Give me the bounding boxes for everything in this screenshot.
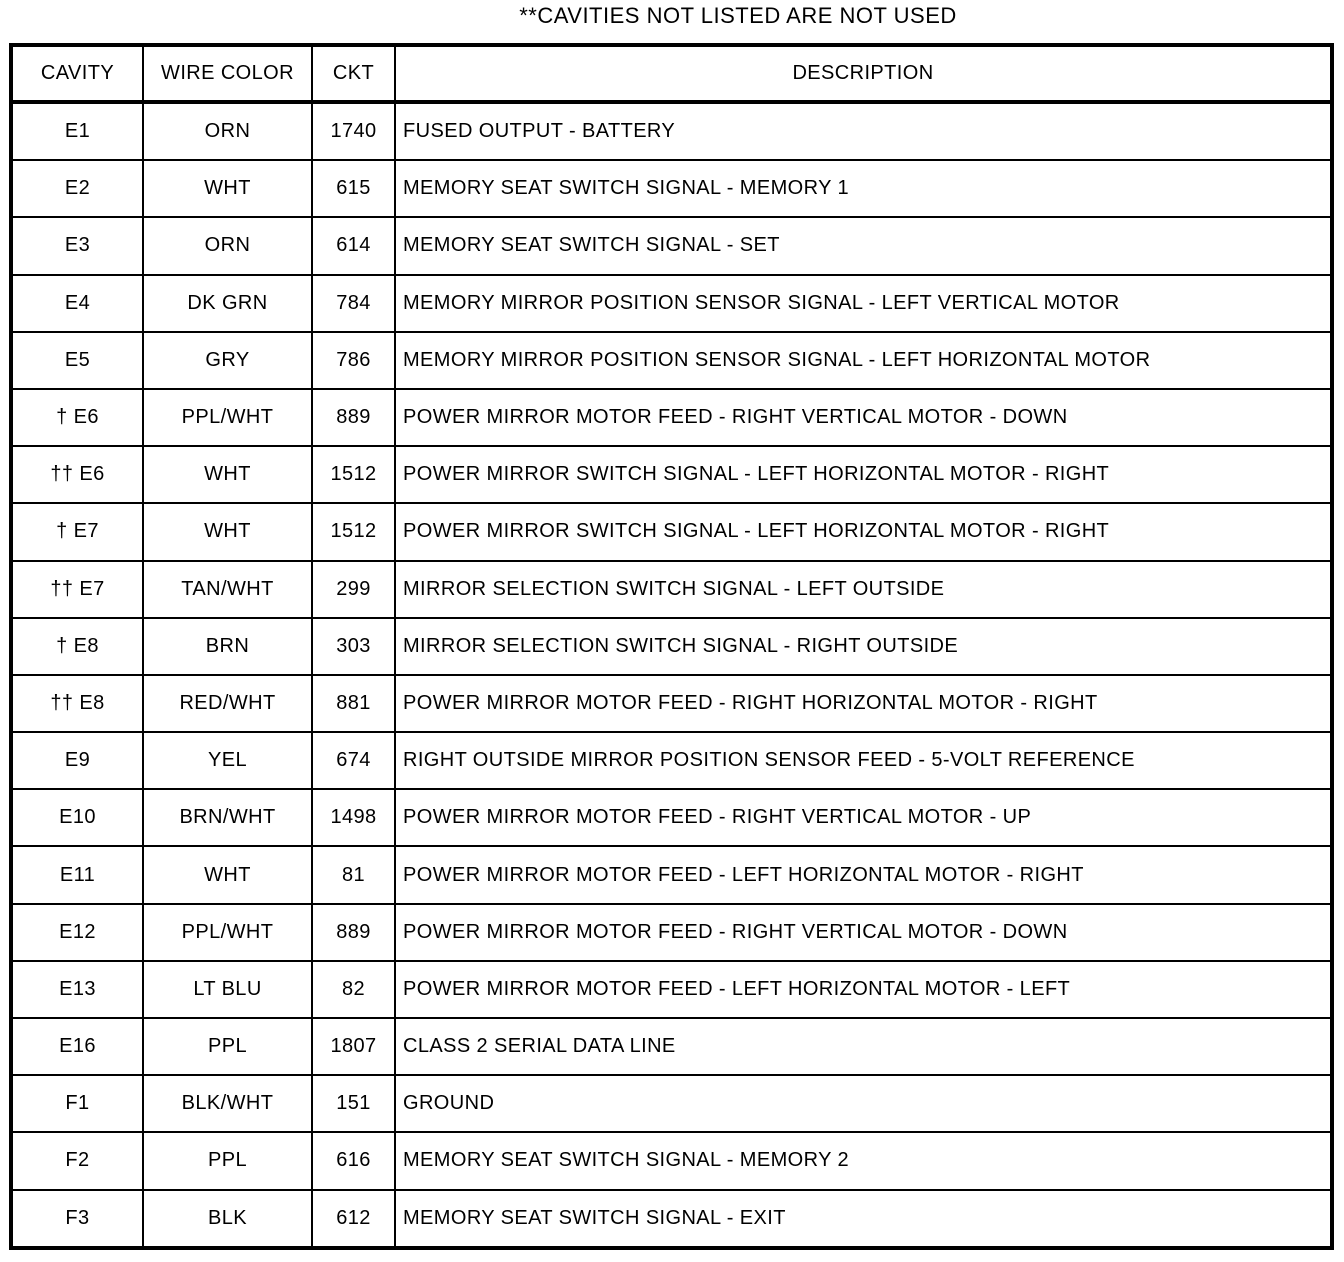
ckt-cell: 786 bbox=[312, 332, 395, 389]
cavity-cell: † E8 bbox=[12, 618, 143, 675]
cavity-cell: E12 bbox=[12, 904, 143, 961]
wire-color-cell: TAN/WHT bbox=[143, 561, 312, 618]
ckt-cell: 1740 bbox=[312, 102, 395, 160]
cavity-cell: †† E7 bbox=[12, 561, 143, 618]
description-cell: POWER MIRROR SWITCH SIGNAL - LEFT HORIZONTAL MOTOR - RIGHT bbox=[395, 446, 1331, 503]
ckt-cell: 616 bbox=[312, 1132, 395, 1189]
connector-table-frame bbox=[9, 43, 1334, 1250]
wire-color-cell: PPL bbox=[143, 1018, 312, 1075]
ckt-cell: 889 bbox=[312, 389, 395, 446]
description-cell: MIRROR SELECTION SWITCH SIGNAL - LEFT OUTSIDE bbox=[395, 561, 1331, 618]
wire-color-cell: RED/WHT bbox=[143, 675, 312, 732]
ckt-cell: 299 bbox=[312, 561, 395, 618]
header-description: DESCRIPTION bbox=[395, 46, 1331, 102]
table-row bbox=[12, 160, 1331, 217]
table-row bbox=[12, 389, 1331, 446]
wire-color-cell: BLK bbox=[143, 1190, 312, 1247]
connector-pinout-table bbox=[11, 45, 1332, 1248]
description-cell: POWER MIRROR MOTOR FEED - LEFT HORIZONTAL MOTOR - RIGHT bbox=[395, 846, 1331, 903]
wire-color-cell: WHT bbox=[143, 846, 312, 903]
wire-color-cell: GRY bbox=[143, 332, 312, 389]
wire-color-cell: DK GRN bbox=[143, 275, 312, 332]
cavity-cell: E16 bbox=[12, 1018, 143, 1075]
ckt-cell: 303 bbox=[312, 618, 395, 675]
wire-color-cell: YEL bbox=[143, 732, 312, 789]
ckt-cell: 1807 bbox=[312, 1018, 395, 1075]
description-cell: CLASS 2 SERIAL DATA LINE bbox=[395, 1018, 1331, 1075]
description-cell: MIRROR SELECTION SWITCH SIGNAL - RIGHT OUTSIDE bbox=[395, 618, 1331, 675]
wire-color-cell: PPL/WHT bbox=[143, 389, 312, 446]
table-row bbox=[12, 675, 1331, 732]
unused-cavities-note: **CAVITIES NOT LISTED ARE NOT USED bbox=[519, 3, 957, 28]
cavity-cell: F1 bbox=[12, 1075, 143, 1132]
ckt-cell: 615 bbox=[312, 160, 395, 217]
description-cell: GROUND bbox=[395, 1075, 1331, 1132]
ckt-cell: 674 bbox=[312, 732, 395, 789]
description-cell: MEMORY SEAT SWITCH SIGNAL - EXIT bbox=[395, 1190, 1331, 1247]
cavity-cell: E2 bbox=[12, 160, 143, 217]
wire-color-cell: PPL bbox=[143, 1132, 312, 1189]
cavity-cell: † E7 bbox=[12, 503, 143, 560]
ckt-cell: 614 bbox=[312, 217, 395, 274]
table-row bbox=[12, 1132, 1331, 1189]
cavity-cell: E9 bbox=[12, 732, 143, 789]
ckt-cell: 151 bbox=[312, 1075, 395, 1132]
cavity-cell: †† E6 bbox=[12, 446, 143, 503]
table-row bbox=[12, 846, 1331, 903]
wire-color-cell: WHT bbox=[143, 446, 312, 503]
wire-color-cell: WHT bbox=[143, 503, 312, 560]
wire-color-cell: WHT bbox=[143, 160, 312, 217]
cavity-cell: E5 bbox=[12, 332, 143, 389]
wire-color-cell: LT BLU bbox=[143, 961, 312, 1018]
description-cell: POWER MIRROR MOTOR FEED - RIGHT HORIZONTAL MOTOR - RIGHT bbox=[395, 675, 1331, 732]
description-cell: FUSED OUTPUT - BATTERY bbox=[395, 102, 1331, 160]
ckt-cell: 1512 bbox=[312, 503, 395, 560]
table-row bbox=[12, 332, 1331, 389]
header-cavity: CAVITY bbox=[12, 46, 143, 102]
description-cell: MEMORY SEAT SWITCH SIGNAL - MEMORY 1 bbox=[395, 160, 1331, 217]
cavity-cell: E4 bbox=[12, 275, 143, 332]
table-row bbox=[12, 503, 1331, 560]
table-row bbox=[12, 789, 1331, 846]
table-row bbox=[12, 961, 1331, 1018]
ckt-cell: 81 bbox=[312, 846, 395, 903]
ckt-cell: 612 bbox=[312, 1190, 395, 1247]
cavity-cell: E13 bbox=[12, 961, 143, 1018]
description-cell: POWER MIRROR MOTOR FEED - RIGHT VERTICAL MOTOR - DOWN bbox=[395, 904, 1331, 961]
table-row bbox=[12, 1190, 1331, 1247]
description-cell: RIGHT OUTSIDE MIRROR POSITION SENSOR FEED - 5-VOLT REFERENCE bbox=[395, 732, 1331, 789]
cavity-cell: F3 bbox=[12, 1190, 143, 1247]
table-row bbox=[12, 275, 1331, 332]
cavity-cell: E3 bbox=[12, 217, 143, 274]
wire-color-cell: PPL/WHT bbox=[143, 904, 312, 961]
ckt-cell: 1512 bbox=[312, 446, 395, 503]
description-cell: POWER MIRROR SWITCH SIGNAL - LEFT HORIZONTAL MOTOR - RIGHT bbox=[395, 503, 1331, 560]
table-row bbox=[12, 217, 1331, 274]
table-row bbox=[12, 904, 1331, 961]
table-row bbox=[12, 732, 1331, 789]
cavity-cell: E11 bbox=[12, 846, 143, 903]
table-header-row bbox=[12, 46, 1331, 102]
cavity-cell: † E6 bbox=[12, 389, 143, 446]
table-row bbox=[12, 446, 1331, 503]
ckt-cell: 1498 bbox=[312, 789, 395, 846]
cavity-cell: F2 bbox=[12, 1132, 143, 1189]
ckt-cell: 889 bbox=[312, 904, 395, 961]
ckt-cell: 82 bbox=[312, 961, 395, 1018]
description-cell: MEMORY SEAT SWITCH SIGNAL - MEMORY 2 bbox=[395, 1132, 1331, 1189]
cavity-cell: E1 bbox=[12, 102, 143, 160]
header-wire-color: WIRE COLOR bbox=[143, 46, 312, 102]
description-cell: POWER MIRROR MOTOR FEED - LEFT HORIZONTAL MOTOR - LEFT bbox=[395, 961, 1331, 1018]
ckt-cell: 881 bbox=[312, 675, 395, 732]
description-cell: POWER MIRROR MOTOR FEED - RIGHT VERTICAL MOTOR - DOWN bbox=[395, 389, 1331, 446]
table-row bbox=[12, 618, 1331, 675]
header-ckt: CKT bbox=[312, 46, 395, 102]
description-cell: MEMORY MIRROR POSITION SENSOR SIGNAL - LEFT VERTICAL MOTOR bbox=[395, 275, 1331, 332]
cavity-cell: †† E8 bbox=[12, 675, 143, 732]
wire-color-cell: BRN/WHT bbox=[143, 789, 312, 846]
description-cell: POWER MIRROR MOTOR FEED - RIGHT VERTICAL MOTOR - UP bbox=[395, 789, 1331, 846]
wire-color-cell: BRN bbox=[143, 618, 312, 675]
description-cell: MEMORY SEAT SWITCH SIGNAL - SET bbox=[395, 217, 1331, 274]
table-row bbox=[12, 561, 1331, 618]
wire-color-cell: ORN bbox=[143, 217, 312, 274]
cavity-cell: E10 bbox=[12, 789, 143, 846]
table-row bbox=[12, 102, 1331, 160]
description-cell: MEMORY MIRROR POSITION SENSOR SIGNAL - LEFT HORIZONTAL MOTOR bbox=[395, 332, 1331, 389]
wire-color-cell: BLK/WHT bbox=[143, 1075, 312, 1132]
table-row bbox=[12, 1075, 1331, 1132]
wire-color-cell: ORN bbox=[143, 102, 312, 160]
ckt-cell: 784 bbox=[312, 275, 395, 332]
table-row bbox=[12, 1018, 1331, 1075]
